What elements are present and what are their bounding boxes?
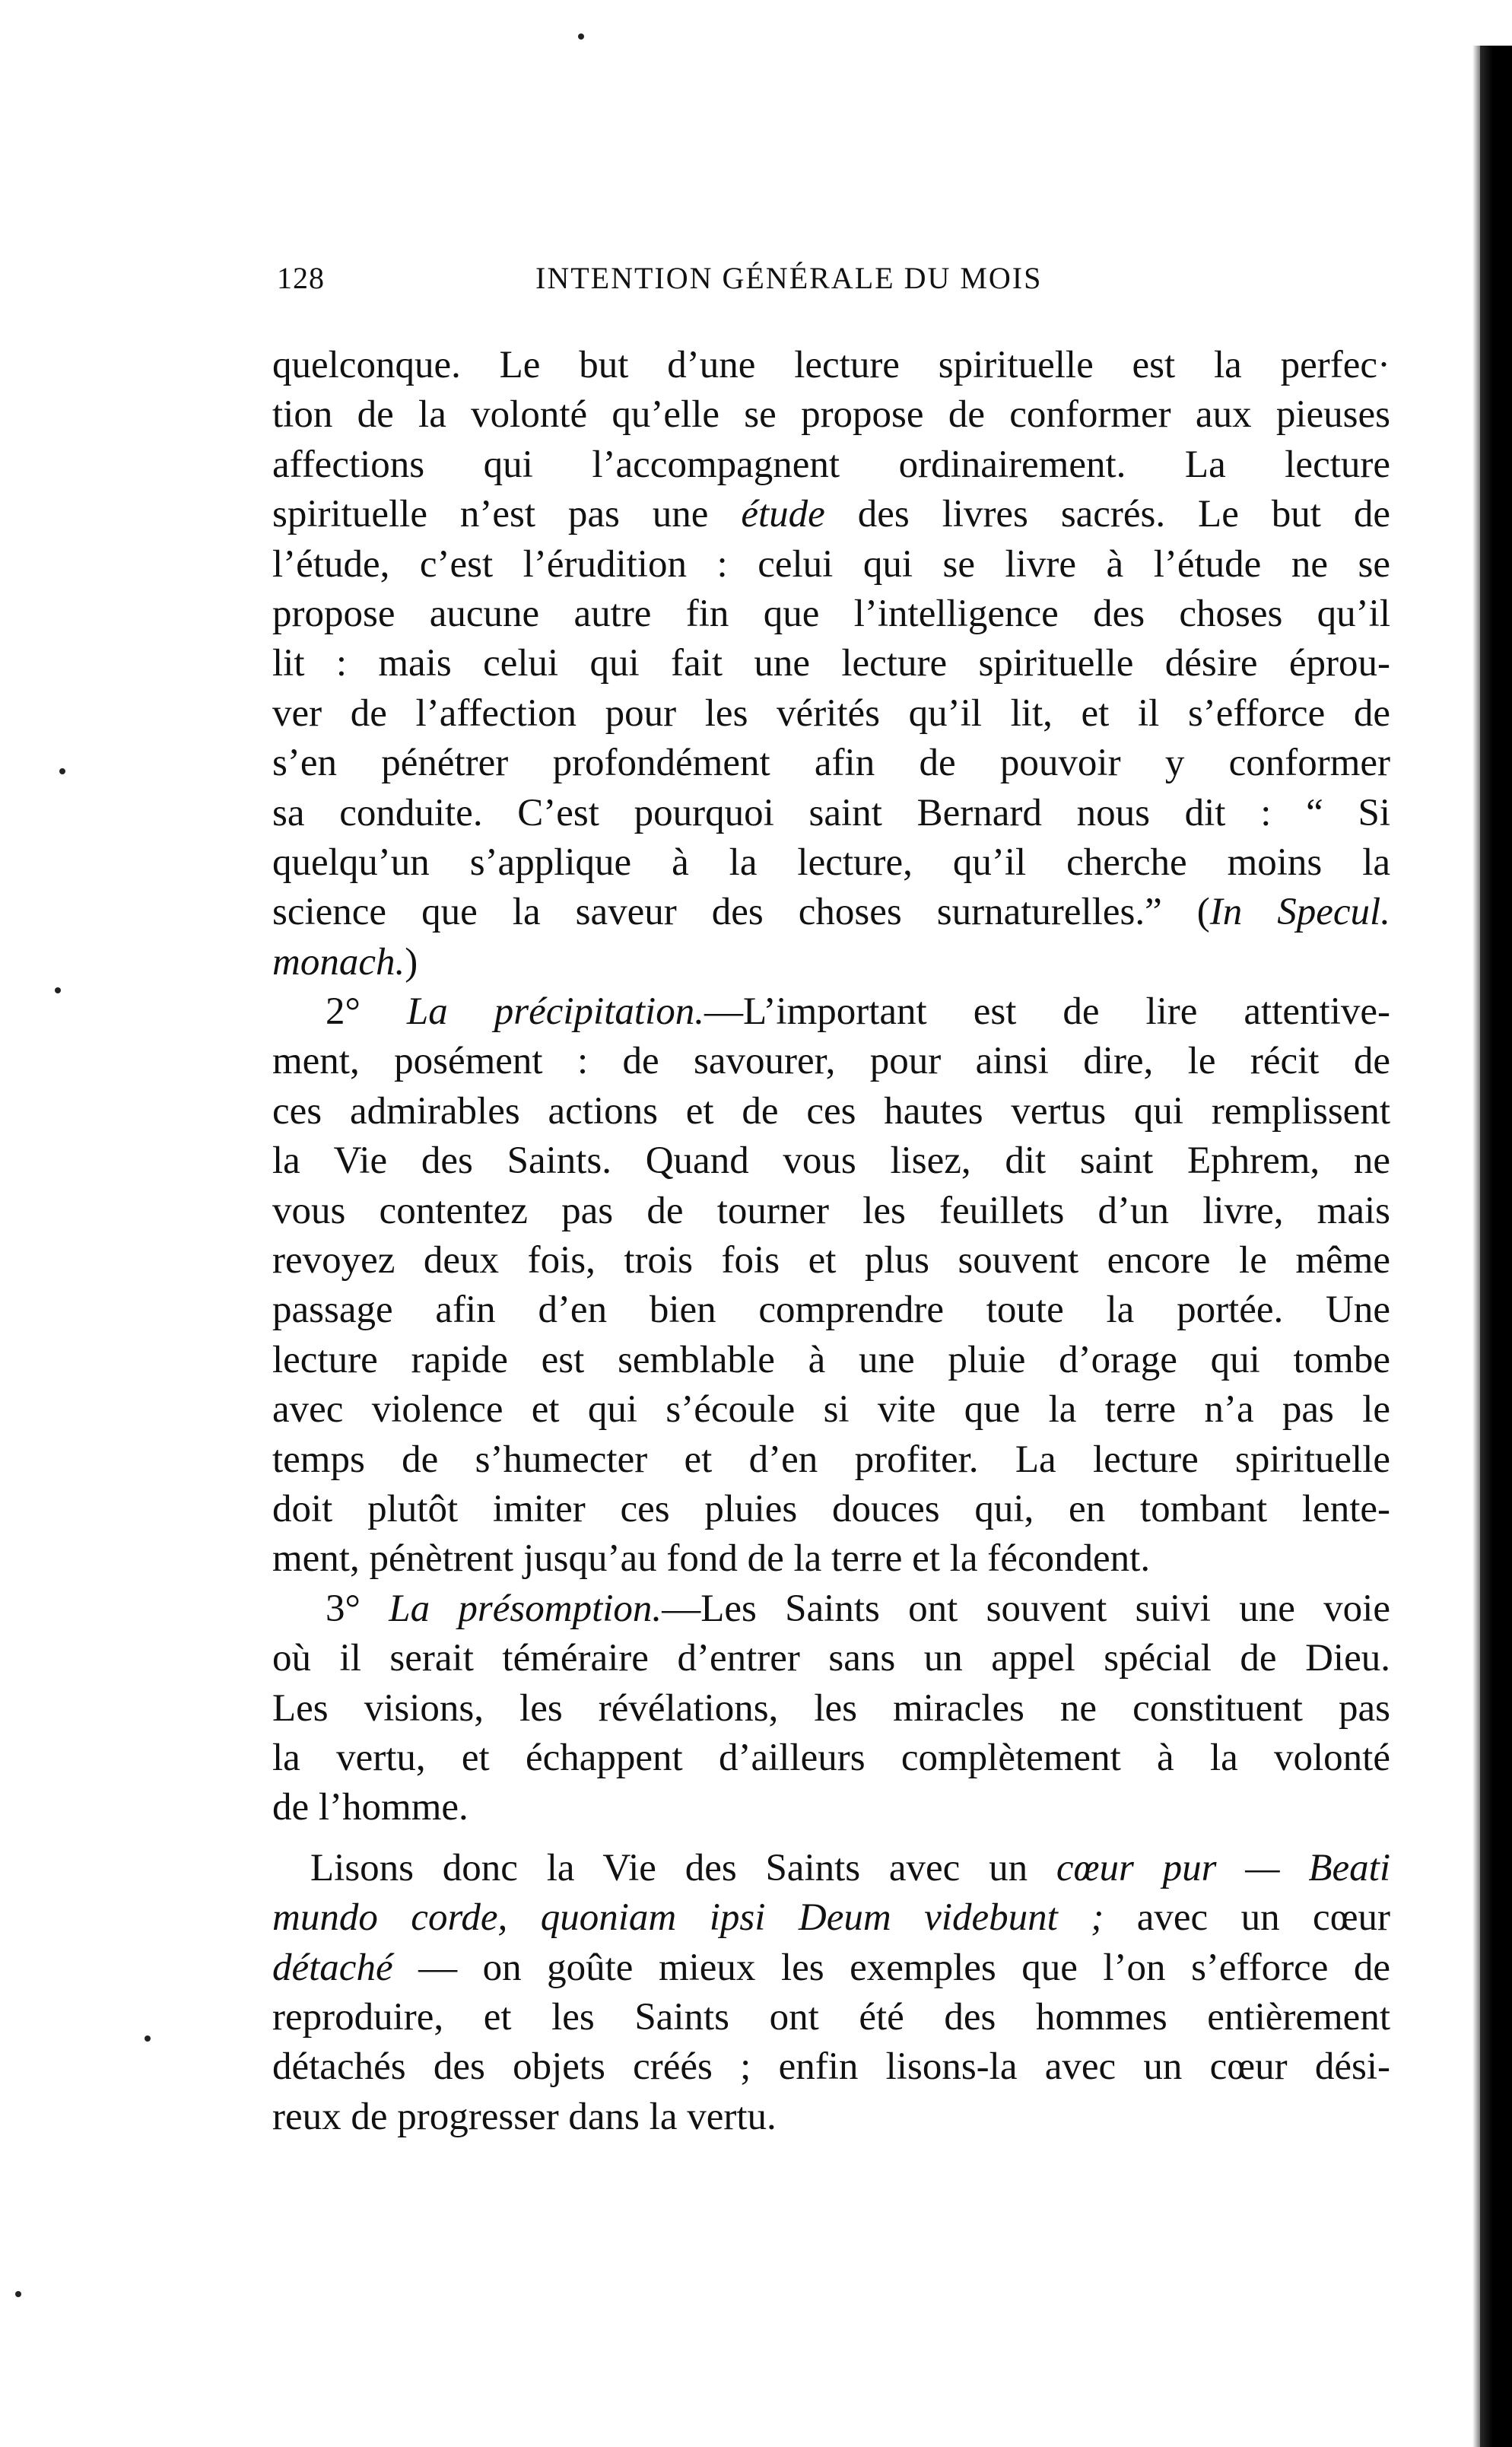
text-line: la Vie des Saints. Quand vous lisez, dit saint Ephrem, ne [272,1139,1390,1183]
text-line: Les visions, les révélations, les miracles ne constituent pas [272,1686,1390,1730]
running-head [277,260,1387,306]
text-line: reproduire, et les Saints ont été des hommes entièrement [272,1995,1390,2039]
text-line: avec violence et qui s’écoule si vite que la terre n’a pas le [272,1388,1390,1432]
text-line: quelqu’un s’applique à la lecture, qu’il cherche moins la [272,841,1390,884]
text-line: ment, posément : de savourer, pour ainsi dire, le récit de [272,1040,1390,1083]
text-line: de l’homme. [272,1786,469,1829]
text-line: détaché — on goûte mieux les exemples que l’on s’efforce de [272,1946,1390,1989]
text-line: détachés des objets créés ; enfin lisons-la avec un cœur dési- [272,2045,1390,2089]
text-line: temps de s’humecter et d’en profiter. La lecture spirituelle [272,1438,1390,1481]
scan-speck [578,33,584,40]
text-line: science que la saveur des choses surnaturelles.” (In Specul. [272,891,1390,934]
scan-speck [55,987,61,993]
scan-speck [15,2291,21,2297]
scan-shadow [1472,46,1480,2447]
text-line: passage afin d’en bien comprendre toute la portée. Une [272,1289,1390,1332]
text-line: lit : mais celui qui fait une lecture spirituelle désire éprou- [272,642,1390,685]
text-line: tion de la volonté qu’elle se propose de conformer aux pieuses [272,393,1390,437]
scan-speck [59,768,65,774]
text-line: monach.) [272,940,418,984]
text-line: ces admirables actions et de ces hautes vertus qui remplissent [272,1089,1390,1133]
text-line: propose aucune autre fin que l’intelligence des choses qu’il [272,592,1390,635]
text-line: où il serait téméraire d’entrer sans un appel spécial de Dieu. [272,1637,1390,1680]
text-line: sa conduite. C’est pourquoi saint Bernard nous dit : “ Si [272,791,1390,834]
scan-edge [1480,46,1512,2447]
text-line: doit plutôt imiter ces pluies douces qui, en tombant lente- [272,1487,1390,1530]
text-line: revoyez deux fois, trois fois et plus souvent encore le même [272,1239,1390,1282]
text-line: l’étude, c’est l’érudition : celui qui se livre à l’étude ne se [272,542,1390,586]
body-text [272,341,1390,2142]
text-line: 3° La présomption.—Les Saints ont souvent suivi une voie [326,1587,1390,1630]
text-line: ment, pénètrent jusqu’au fond de la terre et la fécondent. [272,1537,1151,1581]
text-line: lecture rapide est semblable à une pluie d’orage qui tombe [272,1338,1390,1381]
text-line: mundo corde, quoniam ipsi Deum videbunt ; avec un cœur [272,1896,1391,1940]
scan-speck [145,2035,151,2042]
text-line: s’en pénétrer profondément afin de pouvoir y conformer [272,742,1390,785]
running-title: INTENTION GÉNÉRALE DU MOIS [535,261,1043,295]
page-number: 128 [277,261,325,295]
text-line: spirituelle n’est pas une étude des livres sacrés. Le but de [272,493,1390,536]
text-line: 2° La précipitation.—L’important est de lire attentive- [326,990,1390,1034]
text-line: Lisons donc la Vie des Saints avec un cœur pur — Beati [310,1846,1390,1889]
text-line: affections qui l’accompagnent ordinairement. La lecture [272,443,1390,486]
text-line: la vertu, et échappent d’ailleurs complètement à la volonté [272,1736,1390,1779]
text-line: quelconque. Le but d’une lecture spirituelle est la perfec· [272,344,1390,386]
text-line: vous contentez pas de tourner les feuillets d’un livre, mais [272,1189,1390,1232]
text-line: reux de progresser dans la vertu. [272,2095,777,2138]
text-line: ver de l’affection pour les vérités qu’il lit, et il s’efforce de [272,691,1390,735]
